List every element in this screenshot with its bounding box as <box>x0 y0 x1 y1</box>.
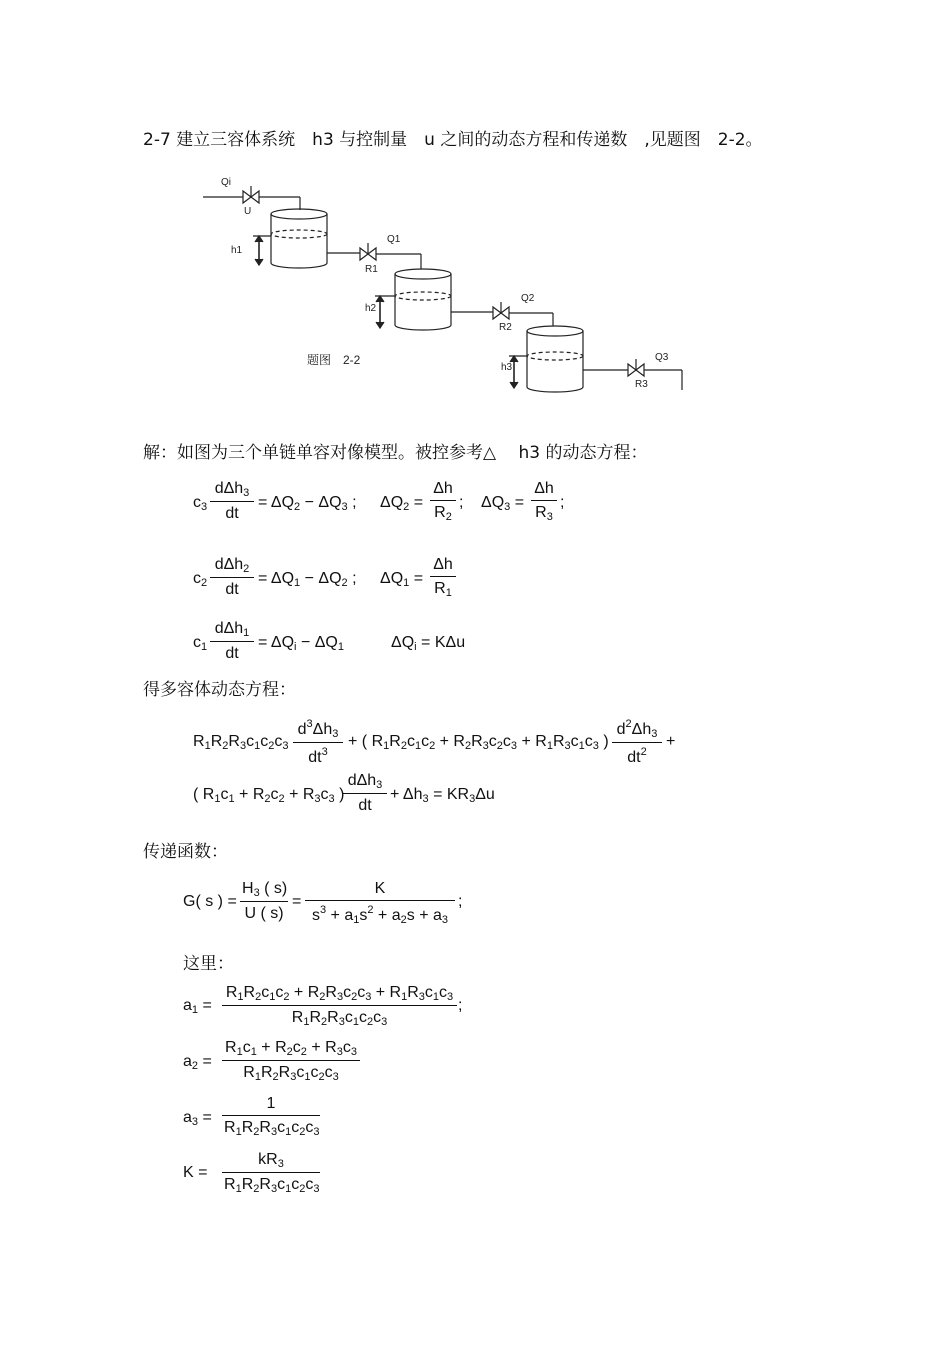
three-tank-diagram <box>195 170 695 400</box>
multi-tank-heading: 得多容体动态方程： <box>143 680 296 700</box>
figure-caption: 题图 2-2 <box>307 353 361 367</box>
here-label: 这里： <box>183 954 234 974</box>
label-qi: Qi <box>221 177 231 188</box>
problem-number: 2-7 <box>143 130 171 150</box>
c3-sub: 3 <box>201 501 208 513</box>
solution-intro: 解：如图为三个单链单容对像模型。被控参考△ h3 的动态方程： <box>143 443 648 463</box>
label-q3: Q3 <box>655 352 669 363</box>
frac-dh3-dt: dΔh$_3$ dt <box>210 480 254 523</box>
label-r1: R1 <box>365 264 378 275</box>
frac-d3h3-dt3: $\frac{d^3\Delta h_3}{dt^3}$ <box>293 718 343 767</box>
frac-dh1-dt: dΔh$_1$ dt <box>210 620 254 663</box>
problem-statement <box>143 125 763 150</box>
label-h2: h2 <box>365 303 377 314</box>
label-q1: Q1 <box>387 234 401 245</box>
label-r3: R3 <box>635 379 648 390</box>
label-q2: Q2 <box>521 293 535 304</box>
frac-dh3-dt-b: dΔh$_3$ dt <box>343 772 387 815</box>
problem-text: 建立三容体系统 h3 与控制量 u 之间的动态方程和传递数 ,见题图 2-2。 <box>176 130 763 150</box>
frac-h3-u: $\frac{H_3 ( s)}{U ( s)}$ <box>242 880 288 922</box>
label-h1: h1 <box>231 245 243 256</box>
label-h3: h3 <box>501 362 513 373</box>
label-u: U <box>244 206 252 217</box>
frac-dh-r2: $\frac{\Delta h}{R_2}$ <box>430 480 456 523</box>
frac-d2h3-dt2: $\frac{d^2\Delta h_3}{dt^2}$ <box>612 718 662 767</box>
frac-dh-r1: $\frac{\Delta h}{R_1}$ <box>430 556 456 599</box>
frac-k-poly: $\frac{K}{s^3 + a_1s^2 + a_2s + a_3}$ <box>305 880 455 926</box>
label-r2: R2 <box>499 322 512 333</box>
frac-dh2-dt: dΔh$_2$ dt <box>210 556 254 599</box>
transfer-function-heading: 传递函数： <box>143 842 228 862</box>
frac-dh-r3: $\frac{\Delta h}{R_3}$ <box>531 480 557 523</box>
